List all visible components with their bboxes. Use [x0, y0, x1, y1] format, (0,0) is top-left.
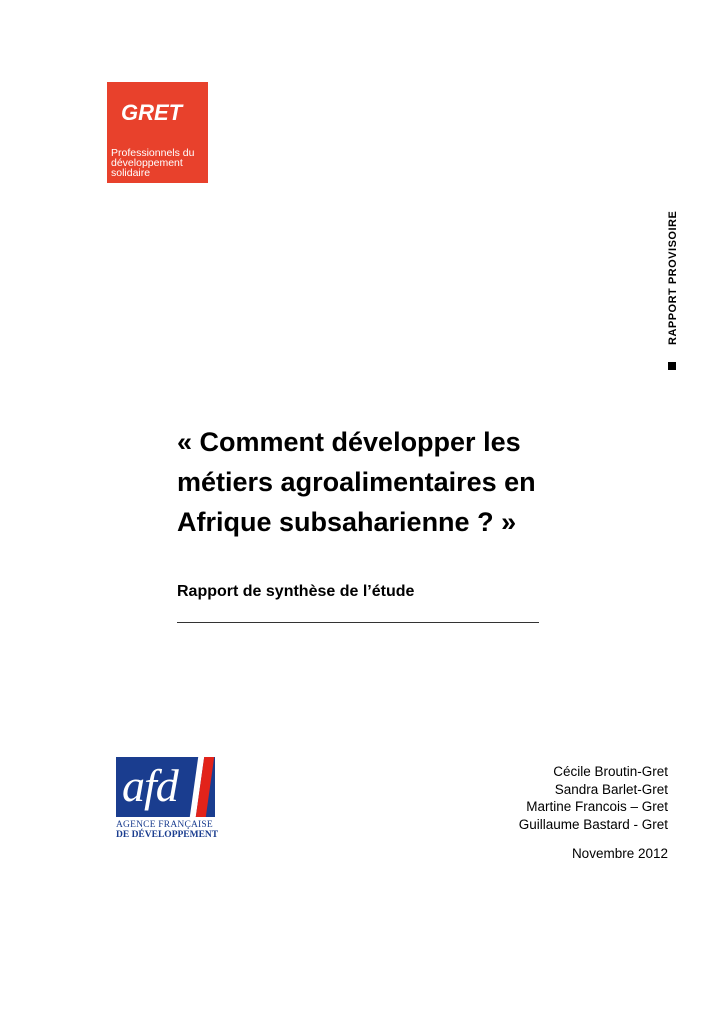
gret-tagline-line: Professionnels du [111, 147, 195, 159]
side-label [666, 195, 682, 375]
authors-list [519, 763, 668, 833]
divider-line [177, 622, 539, 623]
afd-name [116, 820, 218, 840]
gret-tagline [111, 148, 194, 178]
author-name: Martine Francois – Gret [526, 799, 668, 814]
side-square-bullet [668, 362, 676, 370]
afd-name-line2: DE DÉVELOPPEMENT [116, 830, 219, 840]
afd-name-line1: AGENCE FRANÇAISE [116, 820, 213, 830]
document-subtitle: Rapport de synthèse de l’étude [177, 583, 415, 600]
gret-logo [107, 82, 208, 183]
document-date: Novembre 2012 [571, 846, 668, 861]
document-title [177, 422, 647, 542]
afd-logo-box [116, 757, 215, 817]
author-name: Sandra Barlet-Gret [554, 781, 668, 797]
title-line: Afrique subsaharienne ? » [177, 507, 517, 537]
gret-wordmark: GRET [121, 100, 183, 125]
afd-wordmark: afd [122, 760, 178, 811]
gret-tagline-line: solidaire [111, 167, 151, 179]
author-name: Cécile Broutin-Gret [553, 764, 668, 779]
title-line: « Comment développer les [177, 427, 521, 457]
afd-logo [116, 757, 219, 843]
side-label-text: RAPPORT PROVISOIRE [667, 210, 679, 345]
title-line: métiers agroalimentaires en [177, 467, 536, 497]
author-name: Guillaume Bastard - Gret [518, 816, 668, 832]
gret-tagline-line: développement [111, 157, 183, 169]
